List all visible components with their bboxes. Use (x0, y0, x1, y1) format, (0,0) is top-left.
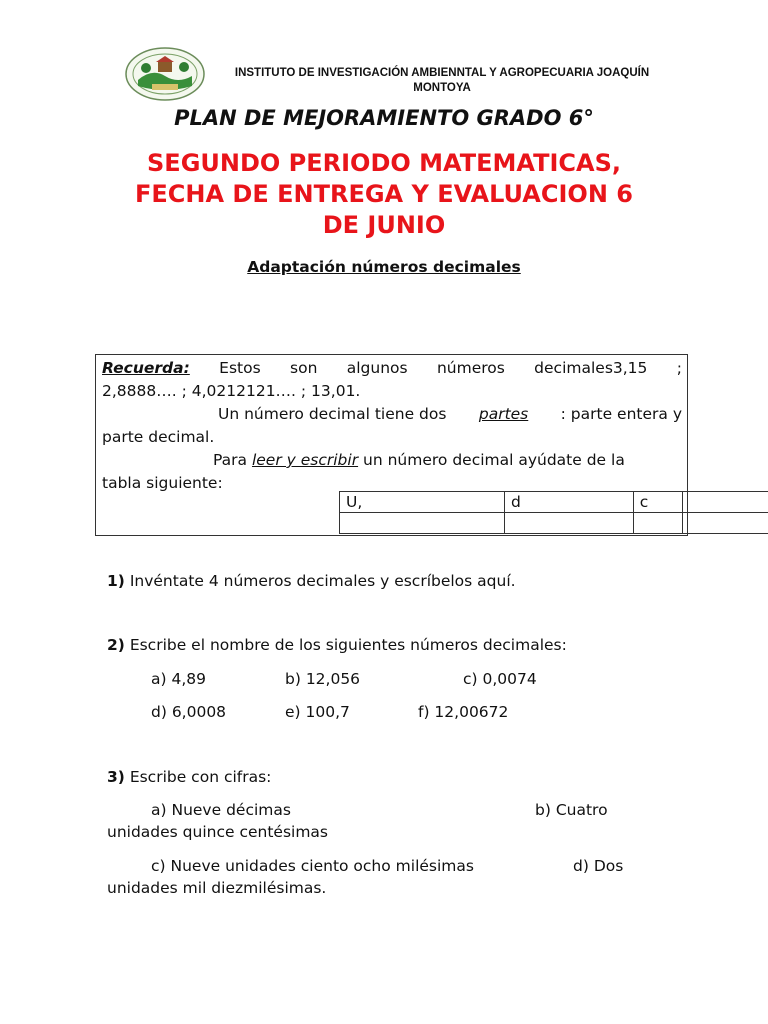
question-number: 3) (107, 768, 125, 786)
red-title-line-3: DE JUNIO (322, 211, 446, 239)
q3-item-a: a) Nueve décimas (151, 801, 291, 819)
text-part: un número decimal ayúdate de la (363, 451, 625, 469)
school-crest-icon (124, 46, 206, 102)
q2-item-b: b) 12,056 (285, 670, 361, 688)
recuerda-line-6: tabla siguiente: (102, 474, 223, 492)
text-part: Un número decimal tiene dos (218, 405, 447, 423)
word: números (436, 359, 505, 377)
q3-item-b-continued: unidades quince centésimas (107, 823, 328, 841)
red-title-line-1: SEGUNDO PERIODO MATEMATICAS, (147, 149, 621, 177)
table-cell: d (504, 492, 633, 513)
word: son (290, 359, 318, 377)
recuerda-line-4: parte decimal. (102, 428, 215, 446)
leer-escribir-emphasis: leer y escribir (251, 451, 359, 469)
partes-emphasis: partes (478, 405, 529, 423)
table-cell[interactable] (633, 513, 682, 534)
word: decimales3,15 (534, 359, 648, 377)
q3-item-c: c) Nueve unidades ciento ocho milésimas (151, 857, 474, 875)
q2-item-c: c) 0,0074 (463, 670, 537, 688)
q3-item-d: d) Dos (573, 857, 624, 875)
table-cell (682, 492, 768, 513)
table-cell: U, (340, 492, 505, 513)
q2-item-d: d) 6,0008 (151, 703, 227, 721)
q3-item-b: b) Cuatro (535, 801, 608, 819)
recuerda-line-3 (102, 403, 682, 426)
recuerda-label: Recuerda: (102, 359, 190, 377)
red-title (100, 148, 668, 241)
question-text: Escribe con cifras: (129, 768, 272, 786)
q3-item-d-continued: unidades mil diezmilésimas. (107, 879, 327, 897)
question-number: 2) (107, 636, 125, 654)
table-cell: c (633, 492, 682, 513)
word: Estos (219, 359, 261, 377)
table-row (340, 513, 768, 534)
subtitle (0, 258, 768, 276)
q2-item-a: a) 4,89 (151, 670, 206, 688)
text-part: Para (213, 451, 248, 469)
plan-title: PLAN DE MEJORAMIENTO GRADO 6° (174, 106, 594, 130)
institution-name (222, 66, 662, 96)
text-part: : parte entera y (560, 405, 682, 423)
table-cell[interactable] (504, 513, 633, 534)
table-header-row (340, 492, 768, 513)
question-1 (107, 570, 516, 592)
table-cell[interactable] (340, 513, 505, 534)
red-title-line-2: FECHA DE ENTREGA Y EVALUACION 6 (135, 180, 633, 208)
question-text: Escribe el nombre de los siguientes números decimales: (129, 636, 567, 654)
word: ; (676, 359, 682, 377)
question-2 (107, 634, 567, 656)
question-number: 1) (107, 572, 125, 590)
question-3 (107, 766, 271, 788)
recuerda-text (102, 357, 682, 495)
q2-item-e: e) 100,7 (285, 703, 350, 721)
word: algunos (346, 359, 408, 377)
subtitle-text: Adaptación números decimales (247, 258, 521, 276)
institution-line-1: INSTITUTO DE INVESTIGACIÓN AMBIENNTAL Y AGROPECUARIA JOAQUÍN (234, 67, 650, 79)
table-cell[interactable] (682, 513, 768, 534)
recuerda-line-2: 2,8888…. ; 4,0212121…. ; 13,01. (102, 382, 361, 400)
place-value-table (339, 491, 768, 534)
question-text: Invéntate 4 números decimales y escríbelos aquí. (129, 572, 516, 590)
recuerda-line-1 (102, 357, 682, 380)
q2-item-f: f) 12,00672 (418, 703, 509, 721)
institution-line-2: MONTOYA (413, 82, 471, 94)
recuerda-line-5 (102, 449, 682, 472)
